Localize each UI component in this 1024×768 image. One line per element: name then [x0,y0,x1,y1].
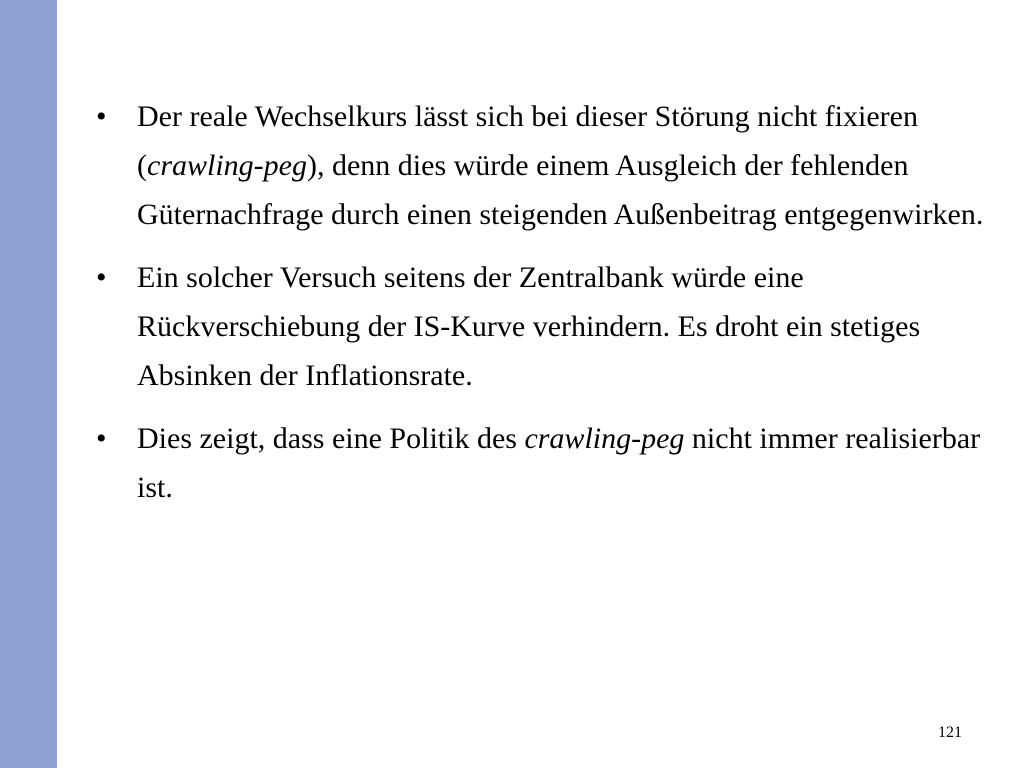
italic-term: crawling-peg [524,422,685,455]
bullet-text: ), denn dies würde einem Ausgleich der fehlenden Güternachfrage durch einen steigenden Außenbeitrag entgegenwirken. [137,149,984,231]
bullet-item-2 [96,253,996,400]
bullet-marker: • [96,100,107,133]
page-number: 121 [938,724,962,741]
bullet-item-3 [96,414,996,512]
bullet-text: nicht immer realisierbar ist. [137,422,981,504]
bullet-list [96,92,996,526]
bullet-marker: • [96,261,107,294]
bullet-text: Der reale Wechselkurs lässt sich bei dieser Störung nicht fixieren ( [137,100,918,182]
bullet-text: Dies zeigt, dass eine Politik des [137,422,525,455]
decorative-side-bar [0,0,57,768]
bullet-marker: • [96,422,107,455]
bullet-item-1 [96,92,996,239]
italic-term: crawling-peg [147,149,307,182]
bullet-text: Ein solcher Versuch seitens der Zentralbank würde eine Rückverschiebung der IS-Kurve verhindern. Es droht ein stetiges Absinken der Inflationsrate. [137,261,921,392]
